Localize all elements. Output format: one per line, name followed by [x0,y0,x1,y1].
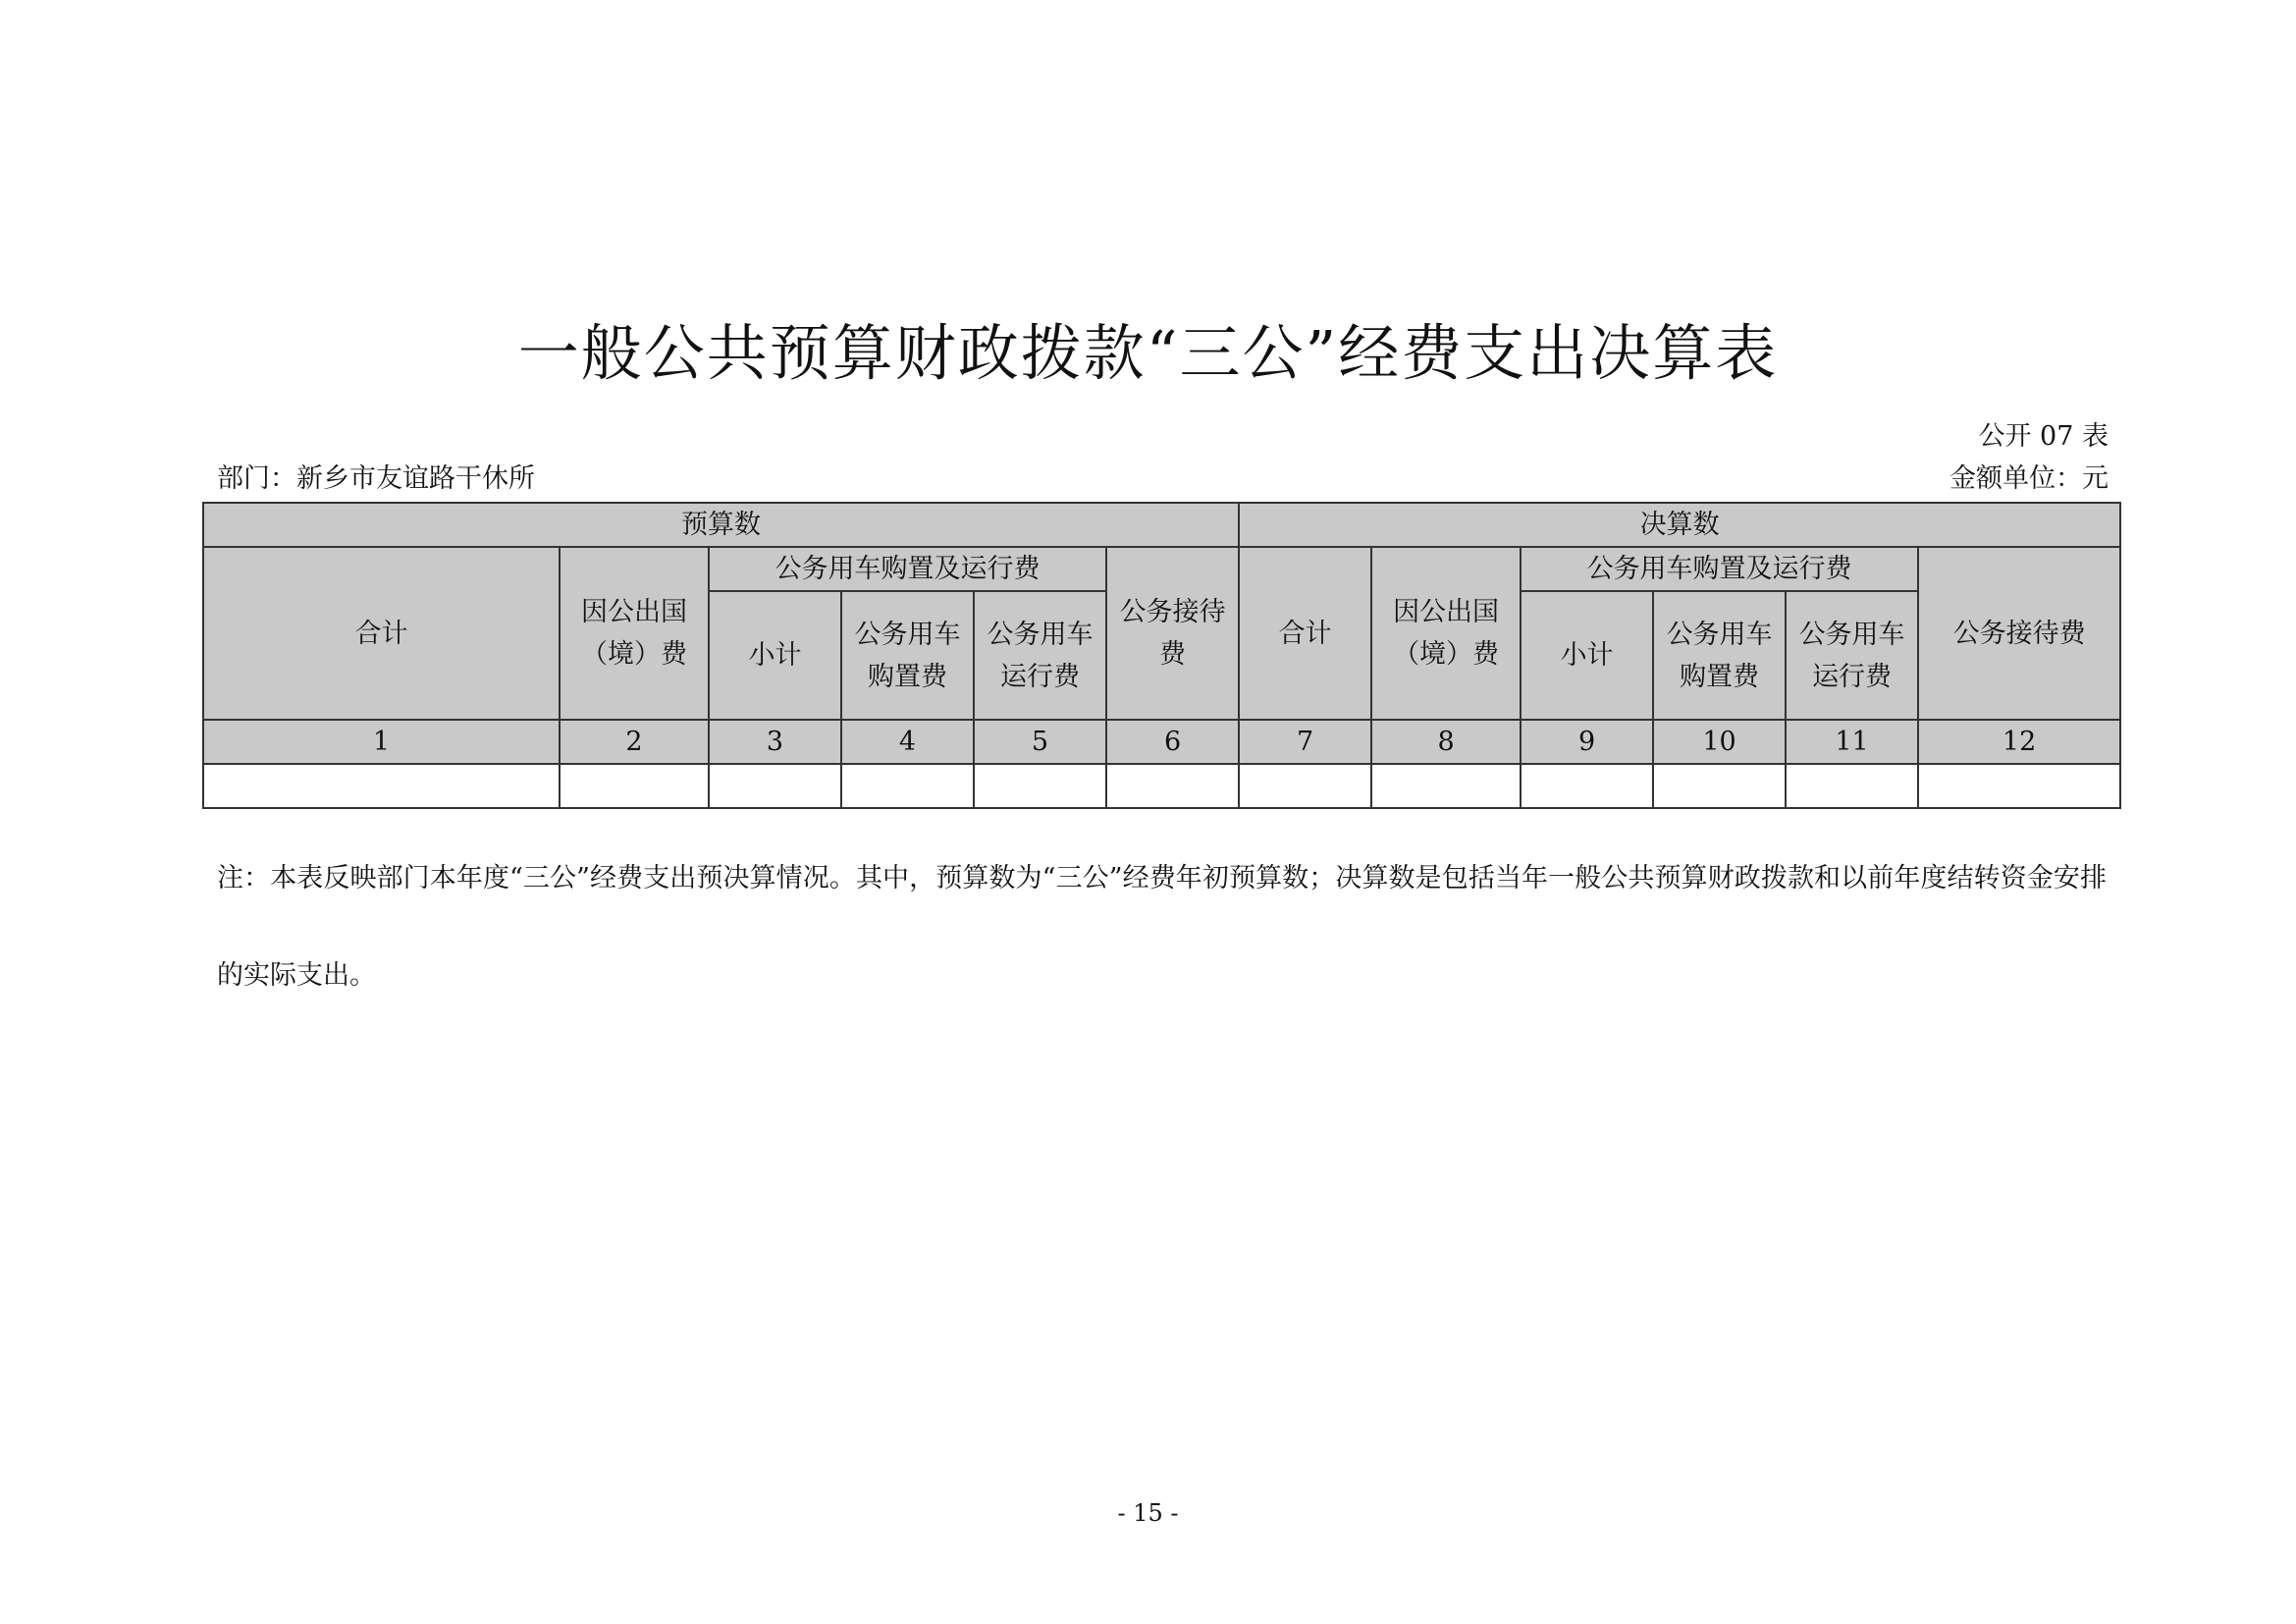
budget-abroad-header: 因公出国（境）费 [560,547,709,720]
final-total-header: 合计 [1239,547,1371,720]
data-cell [1918,764,2120,808]
final-vehicle-operation-header: 公务用车运行费 [1786,591,1918,720]
budget-total-header: 合计 [203,547,560,720]
three-public-expenses-table [202,502,2121,809]
column-number: 11 [1786,720,1918,764]
column-number: 10 [1653,720,1786,764]
data-cell [1239,764,1371,808]
column-number: 2 [560,720,709,764]
page-number: - 15 - [1117,1499,1179,1527]
data-cell [1106,764,1239,808]
column-number: 4 [841,720,974,764]
data-cell [1653,764,1786,808]
budget-group-header: 预算数 [203,503,1239,547]
column-number-row [203,720,2120,764]
budget-subtotal-header: 小计 [709,591,841,720]
final-vehicle-group-header: 公务用车购置及运行费 [1521,547,1918,591]
column-number: 9 [1521,720,1653,764]
final-group-header: 决算数 [1239,503,2120,547]
department-label: 部门：新乡市友谊路干休所 [217,463,535,494]
budget-vehicle-purchase-header: 公务用车购置费 [841,591,974,720]
budget-vehicle-group-header: 公务用车购置及运行费 [709,547,1106,591]
budget-vehicle-operation-header: 公务用车运行费 [974,591,1106,720]
data-cell [560,764,709,808]
column-number: 6 [1106,720,1239,764]
column-number: 12 [1918,720,2120,764]
data-cell [841,764,974,808]
column-number: 3 [709,720,841,764]
final-vehicle-purchase-header: 公务用车购置费 [1653,591,1786,720]
column-number: 7 [1239,720,1371,764]
data-cell [1521,764,1653,808]
column-number: 1 [203,720,560,764]
final-subtotal-header: 小计 [1521,591,1653,720]
final-reception-header: 公务接待费 [1918,547,2120,720]
header-row-groups [203,503,2120,547]
amount-unit-label: 金额单位：元 [1949,463,2109,494]
data-cell [709,764,841,808]
column-number: 5 [974,720,1106,764]
table-note: 注：本表反映部门本年度“三公”经费支出预决算情况。其中，预算数为“三公”经费年初预算数；决算数是包括当年一般公共预算财政拨款和以前年度结转资金安排的实际支出。 [217,863,2107,991]
data-cell [203,764,560,808]
header-row-categories [203,547,2120,591]
data-cell [1371,764,1521,808]
final-abroad-header: 因公出国（境）费 [1371,547,1521,720]
budget-reception-header: 公务接待费 [1106,547,1239,720]
table-code: 公开 07 表 [1978,421,2109,452]
page-title: 一般公共预算财政拨款“三公”经费支出决算表 [517,317,1779,389]
data-cell [1786,764,1918,808]
column-number: 8 [1371,720,1521,764]
data-cell [974,764,1106,808]
table-row [203,764,2120,808]
